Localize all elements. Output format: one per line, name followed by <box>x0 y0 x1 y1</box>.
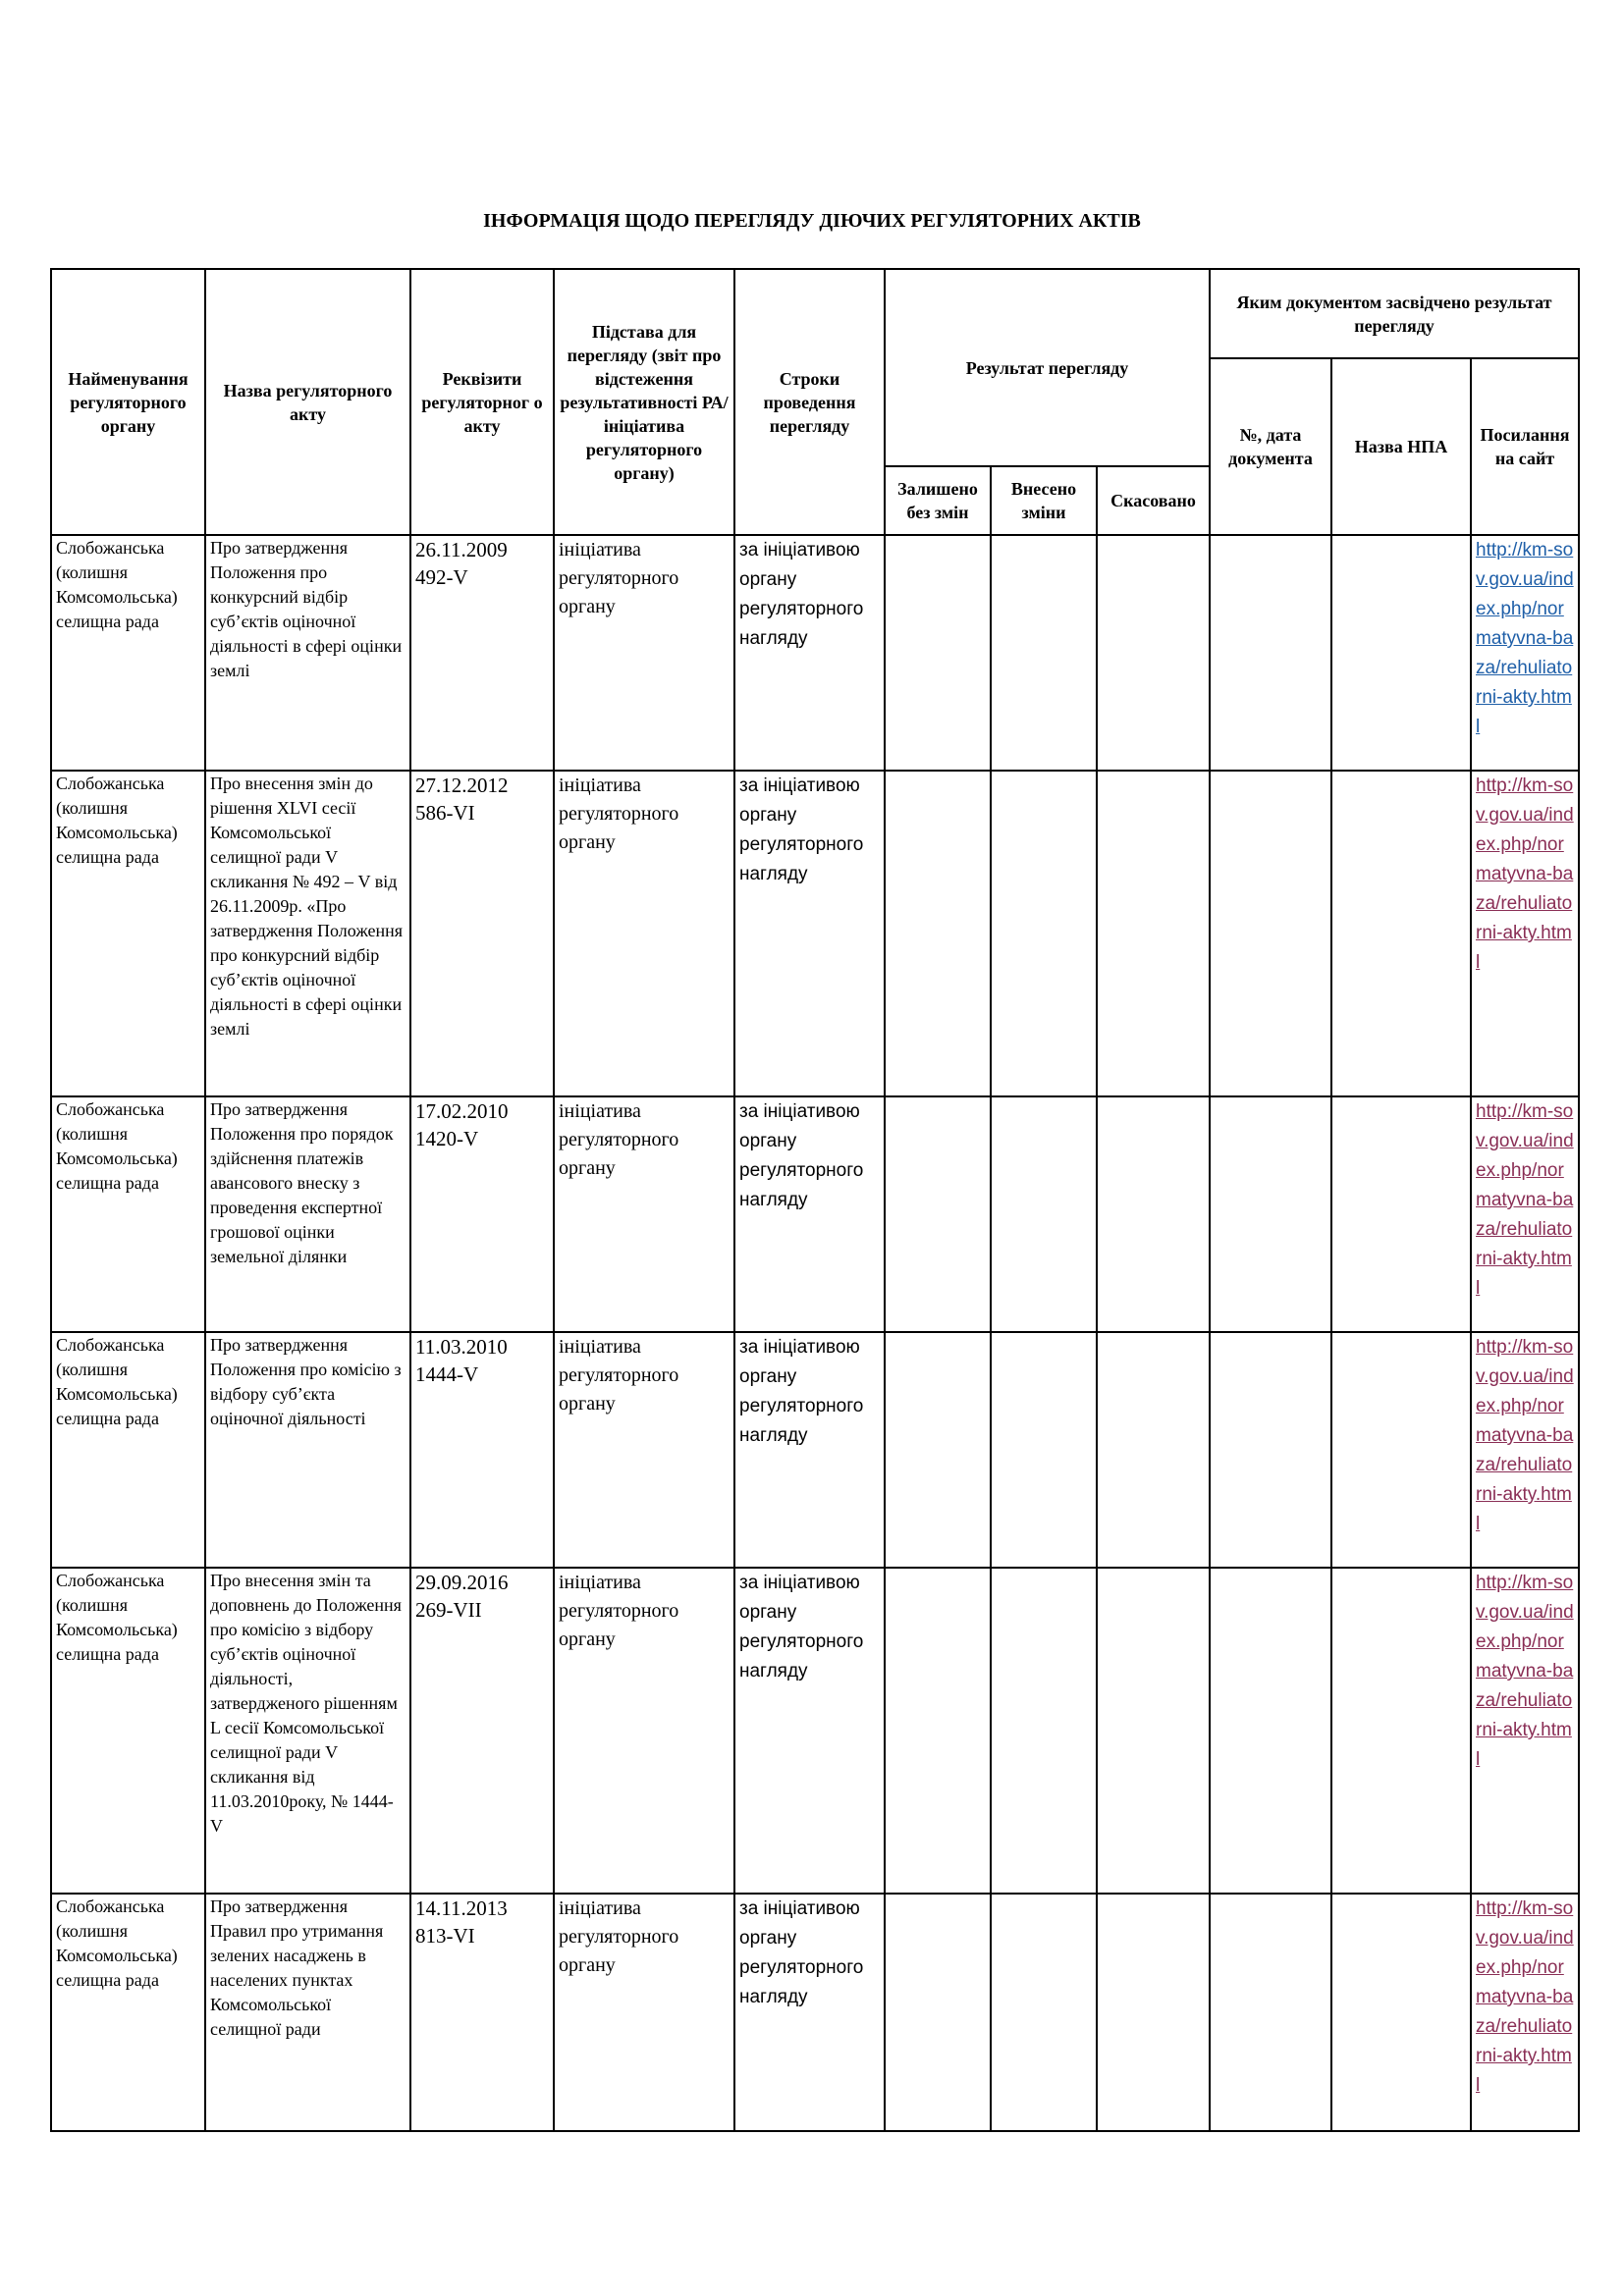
header-result-unchanged: Залишено без змін <box>885 466 991 535</box>
basis-cell: ініціатива регуляторного органу <box>554 1332 734 1568</box>
result-unchanged-cell <box>885 1568 991 1894</box>
terms-cell: за ініціативою органу регуляторного нагляду <box>734 771 885 1096</box>
table-row <box>51 1894 1579 2131</box>
npa-name-cell <box>1331 1894 1471 2131</box>
doc-no-date-cell <box>1210 1332 1331 1568</box>
basis-cell: ініціатива регуляторного органу <box>554 535 734 771</box>
doc-no-date-cell <box>1210 1894 1331 2131</box>
header-result: Результат перегляду <box>885 269 1210 466</box>
table-row <box>51 1332 1579 1568</box>
site-link-cell <box>1471 771 1579 1096</box>
result-amended-cell <box>991 771 1097 1096</box>
site-link[interactable]: http://km-sov.gov.ua/index.php/normatyvna-baza/rehuliatorni-akty.html <box>1476 1573 1574 1770</box>
header-basis: Підстава для перегляду (звіт про відстеження результативності РА/ ініціатива регуляторного органу) <box>554 269 734 535</box>
act-name-cell: Про внесення змін та доповнень до Положення про комісію з відбору суб’єктів оціночної діяльності, затвердженого рішенням L сесії Комсомольської селищної ради V скликання від 11.03.2010року, № 1444-V <box>205 1568 410 1894</box>
npa-name-cell <box>1331 771 1471 1096</box>
site-link-cell <box>1471 1096 1579 1332</box>
terms-cell: за ініціативою органу регуляторного нагляду <box>734 1096 885 1332</box>
basis-cell: ініціатива регуляторного органу <box>554 1894 734 2131</box>
act-name-cell: Про затвердження Положення про комісію з відбору суб’єкта оціночної діяльності <box>205 1332 410 1568</box>
act-name-cell: Про внесення змін до рішення XLVI сесії Комсомольської селищної ради V скликання № 492 – V від 26.11.2009р. «Про затвердження Положення про конкурсний відбір суб’єктів оціночної діяльності в сфері оцінки землі <box>205 771 410 1096</box>
result-cancelled-cell <box>1097 1332 1210 1568</box>
terms-cell: за ініціативою органу регуляторного нагляду <box>734 1332 885 1568</box>
organ-cell: Слобожанська (колишня Комсомольська) селищна рада <box>51 771 205 1096</box>
act-name-cell: Про затвердження Правил про утримання зелених насаджень в населених пунктах Комсомольської селищної ради <box>205 1894 410 2131</box>
regulatory-acts-table <box>50 268 1580 2132</box>
basis-cell: ініціатива регуляторного органу <box>554 1568 734 1894</box>
organ-cell: Слобожанська (колишня Комсомольська) селищна рада <box>51 1332 205 1568</box>
result-amended-cell <box>991 1332 1097 1568</box>
result-amended-cell <box>991 535 1097 771</box>
npa-name-cell <box>1331 1332 1471 1568</box>
header-npa-name: Назва НПА <box>1331 358 1471 535</box>
basis-cell: ініціатива регуляторного органу <box>554 771 734 1096</box>
requisites-cell: 17.02.2010 1420-V <box>410 1096 554 1332</box>
result-unchanged-cell <box>885 1894 991 2131</box>
table-row <box>51 1096 1579 1332</box>
site-link-cell <box>1471 1894 1579 2131</box>
site-link-cell <box>1471 1568 1579 1894</box>
npa-name-cell <box>1331 1568 1471 1894</box>
site-link-cell <box>1471 1332 1579 1568</box>
header-act-name: Назва регуляторного акту <box>205 269 410 535</box>
site-link[interactable]: http://km-sov.gov.ua/index.php/normatyvna-baza/rehuliatorni-akty.html <box>1476 540 1574 737</box>
header-doc-no-date: №, дата документа <box>1210 358 1331 535</box>
requisites-cell: 14.11.2013 813-VI <box>410 1894 554 2131</box>
npa-name-cell <box>1331 1096 1471 1332</box>
result-unchanged-cell <box>885 535 991 771</box>
page-title: ІНФОРМАЦІЯ ЩОДО ПЕРЕГЛЯДУ ДІЮЧИХ РЕГУЛЯТОРНИХ АКТІВ <box>483 210 1141 232</box>
result-amended-cell <box>991 1096 1097 1332</box>
organ-cell: Слобожанська (колишня Комсомольська) селищна рада <box>51 1894 205 2131</box>
doc-no-date-cell <box>1210 535 1331 771</box>
act-name-cell: Про затвердження Положення про порядок здійснення платежів авансового внеску з проведення експертної грошової оцінки земельної ділянки <box>205 1096 410 1332</box>
site-link[interactable]: http://km-sov.gov.ua/index.php/normatyvna-baza/rehuliatorni-akty.html <box>1476 1101 1574 1299</box>
result-amended-cell <box>991 1568 1097 1894</box>
header-site-link: Посилання на сайт <box>1471 358 1579 535</box>
result-cancelled-cell <box>1097 771 1210 1096</box>
header-result-cancelled: Скасовано <box>1097 466 1210 535</box>
result-unchanged-cell <box>885 1096 991 1332</box>
result-cancelled-cell <box>1097 1568 1210 1894</box>
organ-cell: Слобожанська (колишня Комсомольська) селищна рада <box>51 535 205 771</box>
result-cancelled-cell <box>1097 1096 1210 1332</box>
result-unchanged-cell <box>885 1332 991 1568</box>
requisites-cell: 26.11.2009 492-V <box>410 535 554 771</box>
act-name-cell: Про затвердження Положення про конкурсний відбір суб’єктів оціночної діяльності в сфері оцінки землі <box>205 535 410 771</box>
header-organ: Найменування регуляторного органу <box>51 269 205 535</box>
header-terms: Строки проведення перегляду <box>734 269 885 535</box>
doc-no-date-cell <box>1210 771 1331 1096</box>
table-row <box>51 1568 1579 1894</box>
result-cancelled-cell <box>1097 535 1210 771</box>
requisites-cell: 29.09.2016 269-VII <box>410 1568 554 1894</box>
site-link-cell <box>1471 535 1579 771</box>
header-requisites: Реквізити регуляторног о акту <box>410 269 554 535</box>
table-row <box>51 771 1579 1096</box>
site-link[interactable]: http://km-sov.gov.ua/index.php/normatyvna-baza/rehuliatorni-akty.html <box>1476 775 1574 973</box>
result-cancelled-cell <box>1097 1894 1210 2131</box>
header-certified-by: Яким документом засвідчено результат перегляду <box>1210 269 1579 358</box>
requisites-cell: 11.03.2010 1444-V <box>410 1332 554 1568</box>
site-link[interactable]: http://km-sov.gov.ua/index.php/normatyvna-baza/rehuliatorni-akty.html <box>1476 1898 1574 2096</box>
result-amended-cell <box>991 1894 1097 2131</box>
table-row <box>51 535 1579 771</box>
doc-no-date-cell <box>1210 1096 1331 1332</box>
site-link[interactable]: http://km-sov.gov.ua/index.php/normatyvna-baza/rehuliatorni-akty.html <box>1476 1337 1574 1534</box>
terms-cell: за ініціативою органу регуляторного нагляду <box>734 1568 885 1894</box>
terms-cell: за ініціативою органу регуляторного нагляду <box>734 535 885 771</box>
result-unchanged-cell <box>885 771 991 1096</box>
organ-cell: Слобожанська (колишня Комсомольська) селищна рада <box>51 1568 205 1894</box>
terms-cell: за ініціативою органу регуляторного нагляду <box>734 1894 885 2131</box>
basis-cell: ініціатива регуляторного органу <box>554 1096 734 1332</box>
requisites-cell: 27.12.2012 586-VI <box>410 771 554 1096</box>
header-result-amended: Внесено зміни <box>991 466 1097 535</box>
npa-name-cell <box>1331 535 1471 771</box>
doc-no-date-cell <box>1210 1568 1331 1894</box>
organ-cell: Слобожанська (колишня Комсомольська) селищна рада <box>51 1096 205 1332</box>
